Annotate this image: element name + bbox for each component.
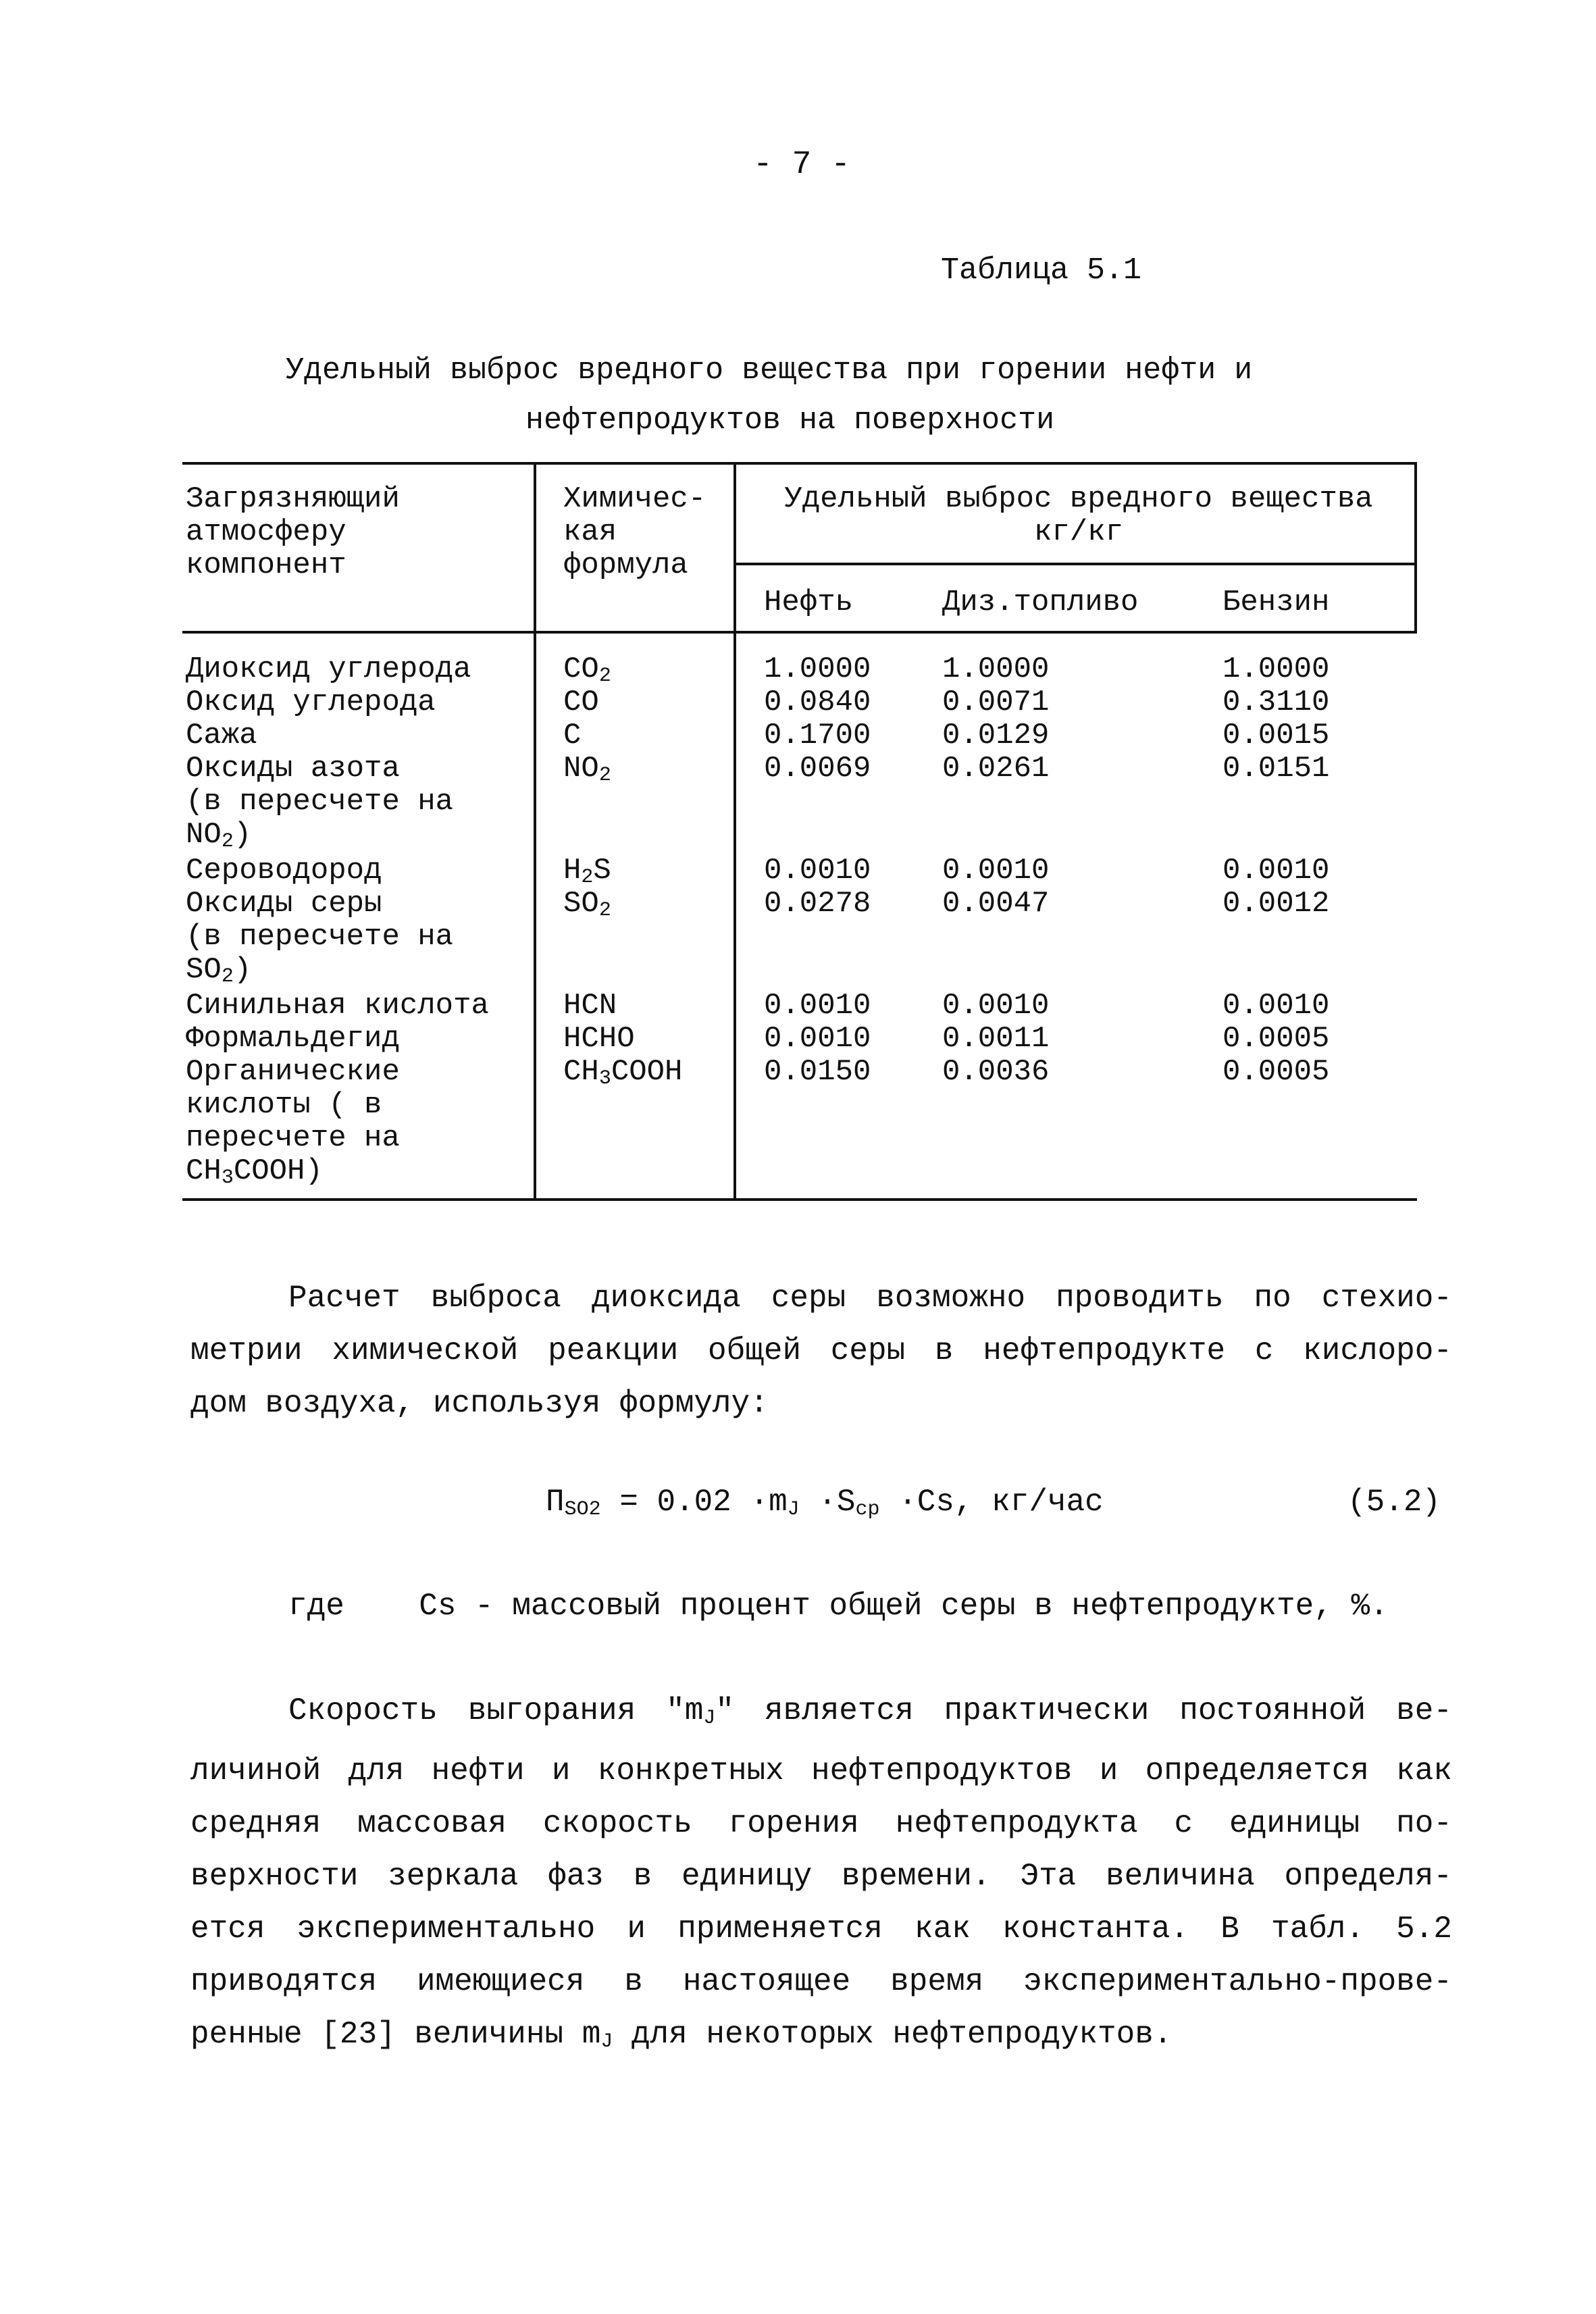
page-number: - 7 - — [753, 147, 851, 183]
formula-subscript: 2 — [598, 899, 611, 922]
table-bottom-border — [182, 1198, 1417, 1201]
formula-base: CO — [563, 652, 599, 686]
header-emission-unit: кг/кг — [1033, 515, 1124, 549]
paragraph-burn-rate — [190, 1685, 1452, 2068]
text-run: для некоторых нефтепродуктов. — [613, 2017, 1173, 2052]
name-tail: ) — [233, 953, 252, 987]
formula-s-term: ·S — [799, 1485, 856, 1520]
value-gasoline: 0.0015 — [1222, 719, 1330, 752]
row-formula: HCN — [563, 989, 617, 1023]
paragraph-line: метрии химической реакции общей серы в нефтепродукте с кислоро- — [190, 1333, 1452, 1368]
formula-m-subscript: J — [787, 1498, 800, 1521]
header-component-line1: Загрязняющий — [186, 482, 400, 516]
formula-s-subscript: cp — [855, 1498, 880, 1521]
paragraph-line: личиной для нефти и конкретных нефтепродуктов и определяется как — [190, 1753, 1452, 1789]
value-diesel: 0.0010 — [942, 989, 1050, 1023]
value-diesel: 0.0071 — [942, 686, 1050, 719]
paragraph-line: ется экспериментально и применяется как константа. В табл. 5.2 — [190, 1911, 1452, 1947]
header-bottom-border — [182, 631, 1417, 634]
formula-lhs: П — [546, 1485, 565, 1520]
formula-base: H — [563, 854, 582, 888]
value-oil: 0.1700 — [764, 719, 871, 752]
formula-lhs-subscript: SO2 — [564, 1498, 601, 1521]
name-tail: COOH) — [233, 1154, 323, 1188]
paragraph-line: верхности зеркала фаз в единицу времени. Эта величина определя- — [190, 1859, 1452, 1894]
text-subscript: J — [600, 2030, 613, 2053]
paragraph-sulfur-calc — [190, 1272, 1452, 1430]
value-gasoline: 0.0005 — [1222, 1055, 1330, 1089]
paragraph-line — [190, 1685, 1452, 1745]
row-name: Сажа — [186, 719, 257, 752]
row-name-line3: пересчете на — [186, 1121, 400, 1155]
row-name: Оксид углерода — [186, 686, 436, 719]
row-name-line3 — [186, 954, 453, 994]
row-formula: HCHO — [563, 1022, 635, 1056]
paragraph-line: Расчет выброса диоксида серы возможно проводить по стехио- — [288, 1281, 1452, 1316]
text-subscript: J — [703, 1707, 716, 1730]
paragraph-line: средняя массовая скорость горения нефтепродукта с единицы по- — [190, 1806, 1452, 1841]
value-oil: 0.0010 — [764, 989, 871, 1023]
formula-subscript: 2 — [581, 866, 594, 889]
row-name — [186, 888, 453, 994]
header-oil: Нефть — [764, 586, 854, 619]
header-component-line3: компонент — [186, 548, 346, 582]
row-name-line2: (в пересчете на — [186, 920, 454, 954]
row-name-line3 — [186, 819, 453, 858]
value-gasoline: 0.0010 — [1222, 989, 1330, 1023]
row-name-line1: Органические — [186, 1055, 400, 1089]
value-diesel: 0.0129 — [942, 719, 1050, 752]
formula-subscript: 2 — [598, 665, 611, 688]
name-subscript: 3 — [221, 1166, 234, 1189]
value-diesel: 0.0011 — [942, 1022, 1050, 1056]
formula-rhs: ·Cs, кг/час — [879, 1485, 1104, 1520]
value-gasoline: 0.0151 — [1222, 752, 1330, 786]
value-gasoline: 0.0012 — [1222, 887, 1330, 921]
table-top-border — [182, 462, 1417, 465]
text-run: " является практически постоянной ве- — [715, 1693, 1452, 1728]
value-diesel: 0.0010 — [942, 854, 1050, 888]
header-component — [186, 483, 400, 582]
table-title-line2: нефтепродуктов на поверхности — [525, 403, 1055, 438]
name-base: NO — [186, 818, 222, 852]
row-name: Формальдегид — [186, 1022, 400, 1056]
header-formula — [563, 483, 706, 582]
paragraph-line: дом воздуха, используя формулу: — [190, 1386, 769, 1421]
row-name — [186, 752, 453, 858]
value-oil: 0.0010 — [764, 1022, 871, 1056]
formula-5-2 — [546, 1485, 1104, 1527]
row-name: Синильная кислота — [186, 989, 489, 1023]
formula-base: NO — [563, 752, 599, 786]
where-line: где Cs - массовый процент общей серы в нефтепродукте, %. — [288, 1589, 1389, 1624]
row-formula — [563, 752, 611, 792]
row-formula — [563, 1056, 682, 1096]
formula-base: CH — [563, 1055, 599, 1089]
name-tail: ) — [233, 818, 252, 852]
value-oil: 0.0840 — [764, 686, 871, 719]
header-formula-line1: Химичес- — [563, 482, 706, 516]
formula-subscript: 3 — [598, 1067, 611, 1090]
value-diesel: 0.0261 — [942, 752, 1050, 786]
row-name: Диоксид углерода — [186, 652, 471, 686]
formula-tail: COOH — [611, 1055, 683, 1089]
row-name-line4 — [186, 1155, 400, 1195]
value-oil: 0.0278 — [764, 887, 871, 921]
value-oil: 0.0010 — [764, 854, 871, 888]
row-name-line2: кислоты ( в — [186, 1088, 382, 1122]
formula-coefficient: = 0.02 ·m — [600, 1485, 788, 1520]
row-formula: CO — [563, 686, 599, 719]
row-formula — [563, 888, 611, 927]
header-diesel: Диз.топливо — [942, 586, 1139, 619]
value-oil: 1.0000 — [764, 652, 871, 686]
formula-number: (5.2) — [1347, 1485, 1441, 1520]
row-name-line1: Оксиды серы — [186, 887, 382, 921]
table-label: Таблица 5.1 — [941, 253, 1142, 288]
name-subscript: 2 — [221, 965, 234, 988]
header-group-divider — [735, 563, 1417, 565]
row-name — [186, 1056, 400, 1195]
value-gasoline: 0.0005 — [1222, 1022, 1330, 1056]
paragraph-line — [190, 2008, 1452, 2068]
table-title-line1: Удельный выброс вредного вещества при горении нефти и — [286, 353, 1253, 388]
row-name-line1: Оксиды азота — [186, 752, 400, 786]
row-name-line2: (в пересчете на — [186, 785, 454, 819]
row-formula: C — [563, 719, 582, 752]
value-diesel: 0.0036 — [942, 1055, 1050, 1089]
header-emission-group — [744, 483, 1413, 549]
value-diesel: 1.0000 — [942, 652, 1050, 686]
row-name: Сероводород — [186, 854, 382, 888]
value-diesel: 0.0047 — [942, 887, 1050, 921]
header-formula-line2: кая — [563, 515, 617, 549]
column-divider-1 — [534, 462, 536, 1201]
header-emission-title: Удельный выброс вредного вещества — [784, 482, 1373, 516]
value-gasoline: 0.3110 — [1222, 686, 1330, 719]
value-gasoline: 1.0000 — [1222, 652, 1330, 686]
table-right-border — [1414, 462, 1417, 632]
formula-subscript: 2 — [598, 764, 611, 787]
header-gasoline: Бензин — [1222, 586, 1330, 619]
text-run: ренные [23] величины m — [190, 2017, 601, 2052]
name-subscript: 2 — [221, 830, 234, 853]
paragraph-line: приводятся имеющиеся в настоящее время экспериментально-прове- — [190, 1964, 1452, 1999]
value-oil: 0.0150 — [764, 1055, 871, 1089]
value-gasoline: 0.0010 — [1222, 854, 1330, 888]
name-base: CH — [186, 1154, 222, 1188]
value-oil: 0.0069 — [764, 752, 871, 786]
formula-tail: S — [593, 854, 611, 888]
name-base: SO — [186, 953, 222, 987]
formula-base: SO — [563, 887, 599, 921]
header-component-line2: атмосферу — [186, 515, 346, 549]
header-formula-line3: формула — [563, 548, 688, 582]
column-divider-2 — [733, 462, 736, 1201]
text-run: Скорость выгорания "m — [288, 1693, 704, 1728]
